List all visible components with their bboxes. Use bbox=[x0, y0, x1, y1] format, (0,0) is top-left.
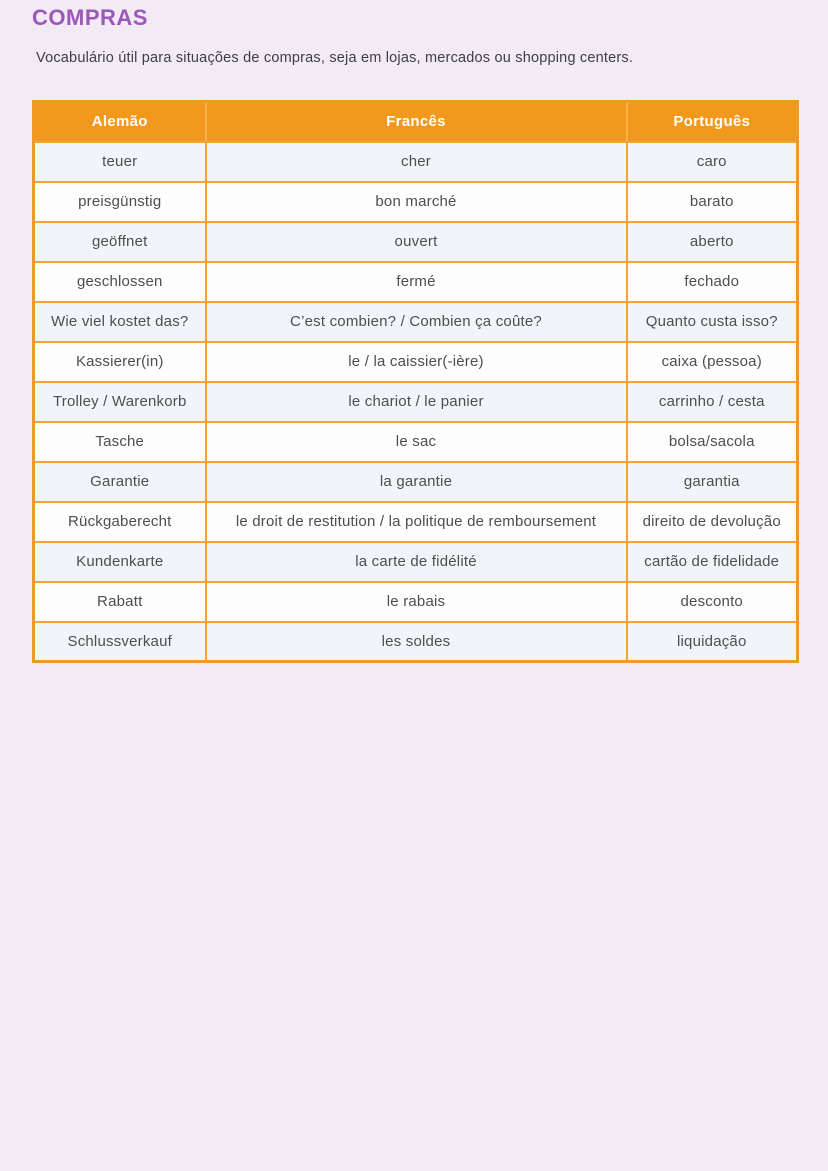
cell-german: Wie viel kostet das? bbox=[34, 302, 206, 342]
cell-french: bon marché bbox=[206, 182, 627, 222]
column-header-french: Francês bbox=[206, 102, 627, 142]
cell-german: Kundenkarte bbox=[34, 542, 206, 582]
cell-german: geschlossen bbox=[34, 262, 206, 302]
cell-french: la carte de fidélité bbox=[206, 542, 627, 582]
cell-portuguese: cartão de fidelidade bbox=[627, 542, 798, 582]
cell-portuguese: garantia bbox=[627, 462, 798, 502]
cell-german: geöffnet bbox=[34, 222, 206, 262]
cell-french: ouvert bbox=[206, 222, 627, 262]
cell-german: Rabatt bbox=[34, 582, 206, 622]
cell-portuguese: desconto bbox=[627, 582, 798, 622]
column-header-german: Alemão bbox=[34, 102, 206, 142]
cell-french: le droit de restitution / la politique de remboursement bbox=[206, 502, 627, 542]
table-row bbox=[34, 502, 798, 542]
cell-german: preisgünstig bbox=[34, 182, 206, 222]
cell-portuguese: fechado bbox=[627, 262, 798, 302]
table-header-row bbox=[34, 102, 798, 142]
table-row bbox=[34, 182, 798, 222]
cell-french: le sac bbox=[206, 422, 627, 462]
column-header-portuguese: Português bbox=[627, 102, 798, 142]
table-row bbox=[34, 142, 798, 182]
cell-french: C’est combien? / Combien ça coûte? bbox=[206, 302, 627, 342]
cell-portuguese: bolsa/sacola bbox=[627, 422, 798, 462]
table-row bbox=[34, 302, 798, 342]
cell-german: Rückgaberecht bbox=[34, 502, 206, 542]
cell-french: le / la caissier(-ière) bbox=[206, 342, 627, 382]
table-row bbox=[34, 382, 798, 422]
cell-german: teuer bbox=[34, 142, 206, 182]
cell-portuguese: liquidação bbox=[627, 622, 798, 662]
cell-portuguese: barato bbox=[627, 182, 798, 222]
cell-german: Garantie bbox=[34, 462, 206, 502]
cell-german: Tasche bbox=[34, 422, 206, 462]
cell-portuguese: Quanto custa isso? bbox=[627, 302, 798, 342]
cell-german: Schlussverkauf bbox=[34, 622, 206, 662]
cell-portuguese: caro bbox=[627, 142, 798, 182]
cell-french: les soldes bbox=[206, 622, 627, 662]
table-body bbox=[34, 142, 798, 662]
cell-portuguese: aberto bbox=[627, 222, 798, 262]
page-subtitle: Vocabulário útil para situações de compras, seja em lojas, mercados ou shopping centers. bbox=[36, 50, 634, 66]
cell-french: le chariot / le panier bbox=[206, 382, 627, 422]
cell-french: fermé bbox=[206, 262, 627, 302]
cell-french: la garantie bbox=[206, 462, 627, 502]
table-row bbox=[34, 542, 798, 582]
table-row bbox=[34, 422, 798, 462]
page-title: COMPRAS bbox=[32, 5, 148, 30]
cell-german: Trolley / Warenkorb bbox=[34, 382, 206, 422]
vocabulary-table bbox=[32, 100, 799, 663]
table-row bbox=[34, 582, 798, 622]
cell-french: le rabais bbox=[206, 582, 627, 622]
cell-portuguese: carrinho / cesta bbox=[627, 382, 798, 422]
cell-portuguese: caixa (pessoa) bbox=[627, 342, 798, 382]
cell-french: cher bbox=[206, 142, 627, 182]
table-row bbox=[34, 262, 798, 302]
cell-portuguese: direito de devolução bbox=[627, 502, 798, 542]
table-row bbox=[34, 342, 798, 382]
table-row bbox=[34, 222, 798, 262]
cell-german: Kassierer(in) bbox=[34, 342, 206, 382]
table-row bbox=[34, 622, 798, 662]
table-row bbox=[34, 462, 798, 502]
